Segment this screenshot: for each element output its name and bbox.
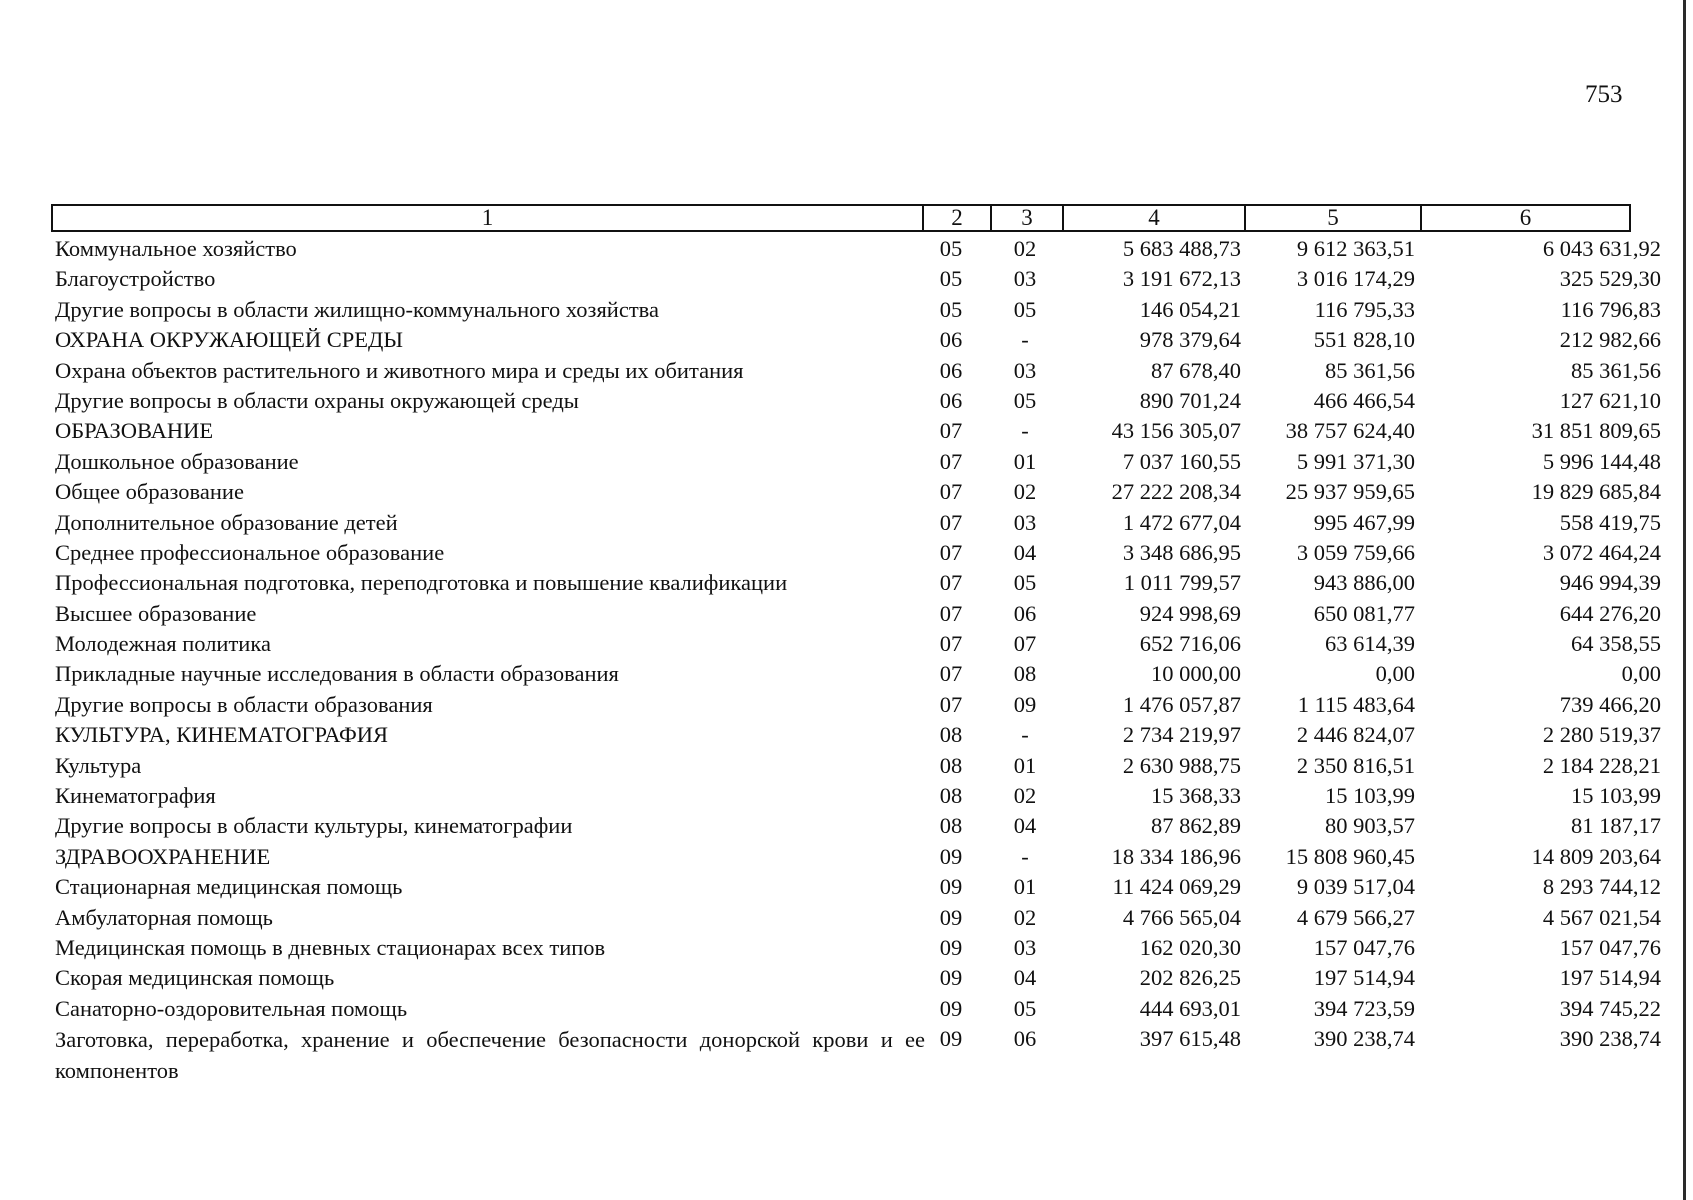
table-row: [51, 720, 1661, 750]
row-subsection-code: 03: [1013, 509, 1037, 535]
row-name: Санаторно-оздоровительная помощь: [55, 995, 408, 1021]
table-body: [51, 234, 1661, 1086]
row-subsection-code: 03: [1013, 266, 1037, 292]
row-value-col-6: 390 238,74: [1559, 1026, 1661, 1052]
row-name: Молодежная политика: [55, 631, 271, 657]
table-row: [51, 416, 1661, 446]
row-section-code: 07: [939, 509, 963, 535]
row-value-col-6: 5 996 144,48: [1542, 448, 1661, 474]
table-row: [51, 295, 1661, 325]
row-value-col-5: 9 612 363,51: [1296, 236, 1415, 261]
row-name: Стационарная медицинская помощь: [55, 874, 403, 900]
row-value-col-5: 650 081,77: [1313, 600, 1415, 626]
row-value-col-6: 0,00: [1621, 661, 1661, 687]
row-value-col-4: 2 734 219,97: [1122, 722, 1241, 748]
row-value-col-4: 162 020,30: [1139, 934, 1241, 960]
table-row: [51, 356, 1661, 386]
row-section-code: 08: [939, 813, 963, 839]
table-row: [51, 1024, 1661, 1086]
row-value-col-4: 924 998,69: [1139, 600, 1241, 626]
row-section-code: 07: [939, 448, 963, 474]
row-value-col-6: 2 280 519,37: [1542, 722, 1661, 748]
row-value-col-4: 397 615,48: [1139, 1026, 1241, 1052]
table-row: [51, 933, 1661, 963]
row-subsection-code: 05: [1013, 387, 1037, 413]
row-name: Другие вопросы в области жилищно-коммунального хозяйства: [55, 296, 659, 322]
row-value-col-4: 7 037 160,55: [1122, 448, 1241, 474]
row-value-col-6: 14 809 203,64: [1531, 843, 1661, 869]
row-value-col-4: 43 156 305,07: [1111, 418, 1241, 444]
row-name: ОБРАЗОВАНИЕ: [55, 418, 214, 444]
row-section-code: 07: [939, 600, 963, 626]
row-value-col-4: 11 424 069,29: [1112, 874, 1241, 900]
table-row: [51, 842, 1661, 872]
row-name: Общее образование: [55, 479, 244, 505]
row-value-col-5: 943 886,00: [1313, 570, 1415, 596]
row-value-col-6: 394 745,22: [1559, 995, 1661, 1021]
row-section-code: 08: [939, 783, 963, 809]
row-section-code: 07: [939, 631, 963, 657]
row-value-col-4: 3 191 672,13: [1122, 266, 1241, 292]
header-col-1: 1: [53, 206, 924, 230]
row-value-col-5: 394 723,59: [1313, 995, 1415, 1021]
row-subsection-code: 02: [1013, 236, 1037, 261]
row-subsection-code: 03: [1013, 934, 1037, 960]
row-subsection-code: 04: [1013, 539, 1037, 565]
row-subsection-code: 05: [1013, 296, 1037, 322]
row-subsection-code: 07: [1013, 631, 1037, 657]
row-section-code: 09: [939, 843, 963, 869]
row-value-col-5: 390 238,74: [1313, 1026, 1415, 1052]
row-name: КУЛЬТУРА, КИНЕМАТОГРАФИЯ: [55, 722, 388, 748]
row-value-col-6: 116 796,83: [1560, 296, 1661, 322]
table-row: [51, 690, 1661, 720]
table-row: [51, 903, 1661, 933]
row-subsection-code: 03: [1013, 357, 1037, 383]
row-value-col-5: 3 059 759,66: [1296, 539, 1415, 565]
row-section-code: 06: [939, 387, 963, 413]
row-section-code: 05: [939, 296, 963, 322]
row-section-code: 09: [939, 965, 963, 991]
row-value-col-6: 85 361,56: [1571, 357, 1661, 383]
row-subsection-code: 06: [1013, 600, 1037, 626]
table-header: [51, 204, 1631, 232]
row-subsection-code: 01: [1013, 752, 1037, 778]
row-subsection-code: 02: [1013, 904, 1037, 930]
row-name: Высшее образование: [55, 600, 257, 626]
row-name: Медицинская помощь в дневных стационарах всех типов: [55, 934, 606, 960]
row-value-col-4: 27 222 208,34: [1111, 479, 1241, 505]
row-name: Охрана объектов растительного и животного мира и среды их обитания: [55, 357, 744, 383]
row-value-col-4: 978 379,64: [1139, 327, 1241, 353]
header-col-3: 3: [992, 206, 1064, 230]
table-row: [51, 872, 1661, 902]
row-name: Другие вопросы в области образования: [55, 691, 433, 717]
row-name: ЗДРАВООХРАНЕНИЕ: [55, 843, 271, 869]
row-value-col-6: 8 293 744,12: [1542, 874, 1661, 900]
table-row: [51, 386, 1661, 416]
row-value-col-5: 995 467,99: [1313, 509, 1415, 535]
row-value-col-5: 5 991 371,30: [1296, 448, 1415, 474]
row-value-col-4: 5 683 488,73: [1122, 236, 1241, 261]
row-value-col-4: 87 862,89: [1151, 813, 1241, 839]
row-section-code: 08: [939, 752, 963, 778]
row-value-col-6: 64 358,55: [1571, 631, 1661, 657]
row-value-col-4: 3 348 686,95: [1122, 539, 1241, 565]
row-subsection-code: 02: [1013, 479, 1037, 505]
row-name: Дошкольное образование: [55, 448, 299, 474]
row-name: Профессиональная подготовка, переподготовка и повышение квалификации: [55, 570, 788, 596]
header-col-6: 6: [1519, 205, 1532, 230]
row-name: Среднее профессиональное образование: [55, 539, 445, 565]
row-value-col-6: 558 419,75: [1559, 509, 1661, 535]
row-value-col-6: 739 466,20: [1559, 691, 1661, 717]
row-subsection-code: 05: [1013, 570, 1037, 596]
row-value-col-4: 10 000,00: [1151, 661, 1241, 687]
row-value-col-5: 3 016 174,29: [1296, 266, 1415, 292]
row-name: Дополнительное образование детей: [55, 509, 398, 535]
row-value-col-4: 15 368,33: [1151, 783, 1241, 809]
row-value-col-5: 2 350 816,51: [1296, 752, 1415, 778]
row-section-code: 05: [939, 236, 963, 261]
row-value-col-4: 890 701,24: [1139, 387, 1241, 413]
row-value-col-5: 38 757 624,40: [1285, 418, 1415, 444]
row-name: Культура: [55, 752, 142, 778]
row-value-col-5: 0,00: [1375, 661, 1415, 687]
row-value-col-6: 197 514,94: [1559, 965, 1661, 991]
page-edge-line: [1683, 0, 1686, 1200]
row-value-col-6: 946 994,39: [1559, 570, 1661, 596]
row-value-col-5: 63 614,39: [1325, 631, 1415, 657]
row-subsection-code: 09: [1013, 691, 1037, 717]
row-subsection-code: 02: [1013, 783, 1037, 809]
table-row: [51, 659, 1661, 689]
row-name: ОХРАНА ОКРУЖАЮЩЕЙ СРЕДЫ: [55, 327, 403, 353]
row-value-col-5: 551 828,10: [1313, 327, 1415, 353]
row-value-col-4: 1 472 677,04: [1122, 509, 1241, 535]
row-value-col-4: 652 716,06: [1139, 631, 1241, 657]
table-row: [51, 264, 1661, 294]
row-section-code: 09: [939, 904, 963, 930]
row-value-col-6: 3 072 464,24: [1542, 539, 1661, 565]
row-value-col-6: 4 567 021,54: [1542, 904, 1661, 930]
row-section-code: 07: [939, 539, 963, 565]
row-value-col-5: 15 103,99: [1325, 783, 1415, 809]
table-row: [51, 781, 1661, 811]
row-name: Другие вопросы в области культуры, кинематографии: [55, 813, 573, 839]
row-name: Заготовка, переработка, хранение и обеспечение безопасности донорской крови и ее компонентов: [55, 1027, 925, 1084]
row-section-code: 07: [939, 661, 963, 687]
row-value-col-6: 127 621,10: [1559, 387, 1661, 413]
row-value-col-5: 466 466,54: [1313, 387, 1415, 413]
row-section-code: 07: [939, 418, 963, 444]
row-value-col-6: 19 829 685,84: [1531, 479, 1661, 505]
row-value-col-4: 87 678,40: [1151, 357, 1241, 383]
row-section-code: 05: [939, 266, 963, 292]
row-subsection-code: -: [1021, 418, 1029, 444]
row-section-code: 09: [939, 1026, 963, 1052]
row-value-col-6: 6 043 631,92: [1542, 236, 1661, 261]
row-subsection-code: 05: [1013, 995, 1037, 1021]
row-subsection-code: -: [1021, 843, 1029, 869]
table-row: [51, 751, 1661, 781]
table-row: [51, 568, 1661, 598]
row-value-col-4: 1 011 799,57: [1123, 570, 1241, 596]
row-section-code: 06: [939, 357, 963, 383]
table-row: [51, 447, 1661, 477]
row-value-col-5: 1 115 483,64: [1297, 691, 1415, 717]
row-value-col-5: 15 808 960,45: [1285, 843, 1415, 869]
row-value-col-4: 2 630 988,75: [1122, 752, 1241, 778]
row-section-code: 07: [939, 570, 963, 596]
row-subsection-code: 04: [1013, 813, 1037, 839]
row-name: Скорая медицинская помощь: [55, 965, 335, 991]
row-subsection-code: -: [1021, 327, 1029, 353]
row-subsection-code: 01: [1013, 874, 1037, 900]
row-subsection-code: 08: [1013, 661, 1037, 687]
row-value-col-5: 197 514,94: [1313, 965, 1415, 991]
row-value-col-5: 25 937 959,65: [1285, 479, 1415, 505]
row-name: Другие вопросы в области охраны окружающей среды: [55, 387, 579, 413]
row-name: Прикладные научные исследования в области образования: [55, 661, 619, 687]
row-subsection-code: 01: [1013, 448, 1037, 474]
row-value-col-4: 444 693,01: [1139, 995, 1241, 1021]
row-section-code: 09: [939, 995, 963, 1021]
row-value-col-5: 157 047,76: [1313, 934, 1415, 960]
row-name: Коммунальное хозяйство: [55, 236, 297, 261]
header-col-2: 2: [924, 206, 992, 230]
row-section-code: 07: [939, 691, 963, 717]
row-subsection-code: -: [1021, 722, 1029, 748]
row-value-col-6: 325 529,30: [1559, 266, 1661, 292]
table-row: [51, 538, 1661, 568]
table-row: [51, 325, 1661, 355]
table-row: [51, 234, 1661, 264]
row-section-code: 09: [939, 874, 963, 900]
table-row: [51, 629, 1661, 659]
row-value-col-5: 116 795,33: [1314, 296, 1415, 322]
row-name: Амбулаторная помощь: [55, 904, 273, 930]
row-subsection-code: 04: [1013, 965, 1037, 991]
table-row: [51, 963, 1661, 993]
row-value-col-6: 31 851 809,65: [1531, 418, 1661, 444]
row-value-col-6: 2 184 228,21: [1542, 752, 1661, 778]
row-section-code: 07: [939, 479, 963, 505]
header-col-5: 5: [1246, 206, 1422, 230]
row-name: Кинематография: [55, 783, 216, 809]
row-value-col-4: 1 476 057,87: [1122, 691, 1241, 717]
row-section-code: 06: [939, 327, 963, 353]
table-row: [51, 599, 1661, 629]
row-value-col-6: 15 103,99: [1571, 783, 1661, 809]
page-number: 753: [1585, 81, 1623, 108]
row-value-col-5: 85 361,56: [1325, 357, 1415, 383]
table-row: [51, 994, 1661, 1024]
row-value-col-5: 4 679 566,27: [1296, 904, 1415, 930]
row-value-col-6: 157 047,76: [1559, 934, 1661, 960]
table-row: [51, 811, 1661, 841]
table-row: [51, 508, 1661, 538]
row-value-col-5: 2 446 824,07: [1296, 722, 1415, 748]
row-subsection-code: 06: [1013, 1026, 1037, 1052]
row-value-col-6: 81 187,17: [1571, 813, 1661, 839]
row-value-col-5: 9 039 517,04: [1296, 874, 1415, 900]
row-section-code: 09: [939, 934, 963, 960]
row-value-col-4: 146 054,21: [1139, 296, 1241, 322]
row-name: Благоустройство: [55, 266, 216, 292]
header-col-4: 4: [1064, 206, 1246, 230]
row-value-col-5: 80 903,57: [1325, 813, 1415, 839]
row-value-col-6: 212 982,66: [1559, 327, 1661, 353]
row-value-col-6: 644 276,20: [1559, 600, 1661, 626]
row-section-code: 08: [939, 722, 963, 748]
table-row: [51, 477, 1661, 507]
row-value-col-4: 4 766 565,04: [1122, 904, 1241, 930]
row-value-col-4: 18 334 186,96: [1111, 843, 1241, 869]
row-value-col-4: 202 826,25: [1139, 965, 1241, 991]
